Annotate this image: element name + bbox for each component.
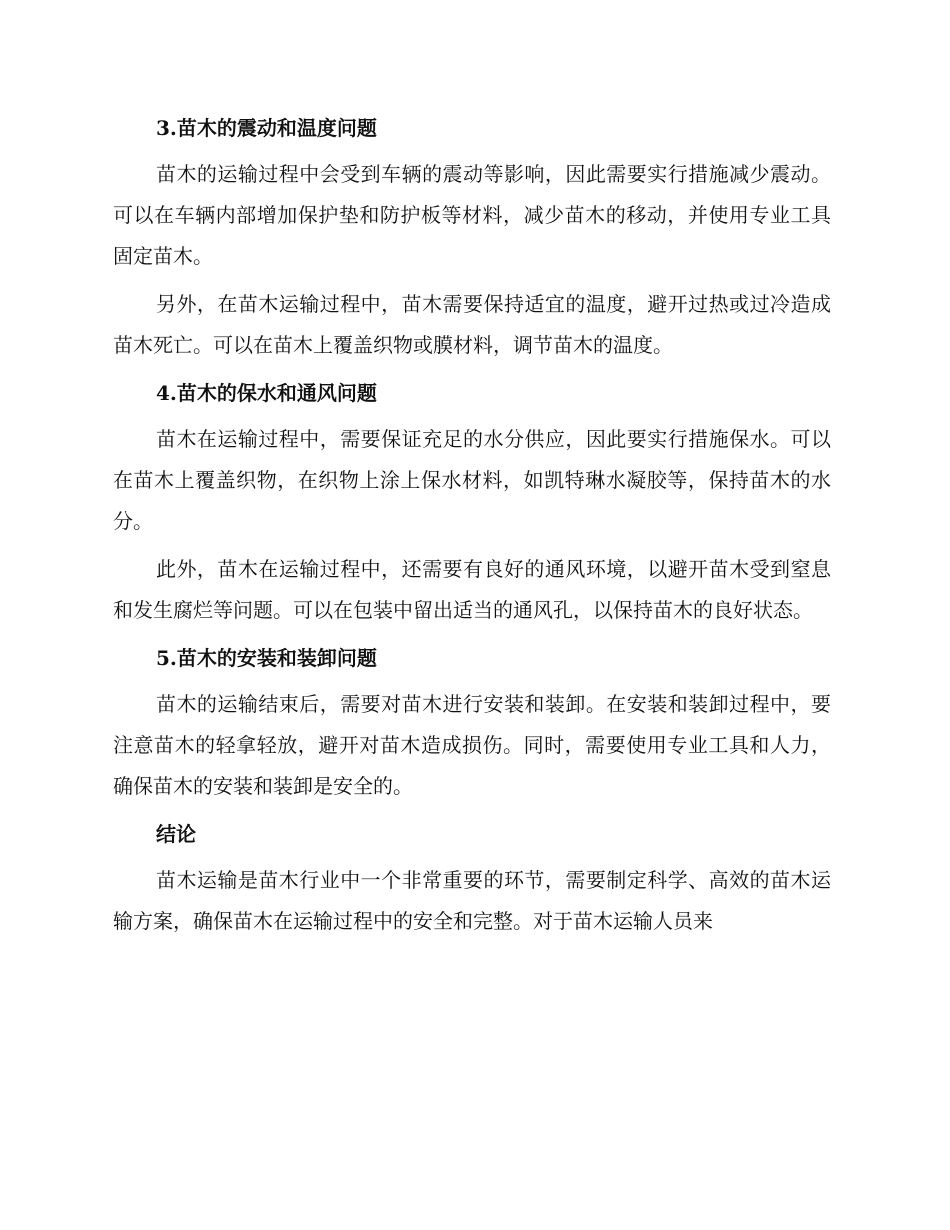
section-conclusion bbox=[113, 814, 831, 942]
paragraph: 另外，在苗木运输过程中，苗木需要保持适宜的温度，避开过热或过冷造成苗木死亡。可以在苗木上覆盖织物或膜材料，调节苗木的温度。 bbox=[113, 292, 831, 357]
paragraph: 苗木的运输结束后，需要对苗木进行安装和装卸。在安装和装卸过程中，要注意苗木的轻拿轻放，避开对苗木造成损伤。同时，需要使用专业工具和人力，确保苗木的安装和装卸是安全的。 bbox=[113, 692, 831, 798]
paragraph: 此外，苗木在运输过程中，还需要有良好的通风环境，以避开苗木受到窒息和发生腐烂等问题。可以在包装中留出适当的通风孔，以保持苗木的良好状态。 bbox=[113, 557, 831, 622]
section-heading: 结论 bbox=[156, 822, 196, 846]
section-installation-unloading bbox=[113, 638, 831, 807]
section-heading: 3.苗木的震动和温度问题 bbox=[156, 116, 377, 140]
document-body bbox=[113, 108, 831, 949]
paragraph: 苗木在运输过程中，需要保证充足的水分供应，因此要实行措施保水。可以在苗木上覆盖织物，在织物上涂上保水材料，如凯特琳水凝胶等，保持苗木的水分。 bbox=[113, 427, 831, 533]
section-heading: 4.苗木的保水和通风问题 bbox=[156, 381, 377, 405]
section-water-ventilation bbox=[113, 373, 831, 631]
section-heading: 5.苗木的安装和装卸问题 bbox=[156, 646, 377, 670]
paragraph: 苗木运输是苗木行业中一个非常重要的环节，需要制定科学、高效的苗木运输方案，确保苗木在运输过程中的安全和完整。对于苗木运输人员来 bbox=[113, 868, 831, 933]
section-vibration-temperature bbox=[113, 108, 831, 366]
paragraph: 苗木的运输过程中会受到车辆的震动等影响，因此需要实行措施减少震动。可以在车辆内部增加保护垫和防护板等材料，减少苗木的移动，并使用专业工具固定苗木。 bbox=[113, 162, 831, 268]
